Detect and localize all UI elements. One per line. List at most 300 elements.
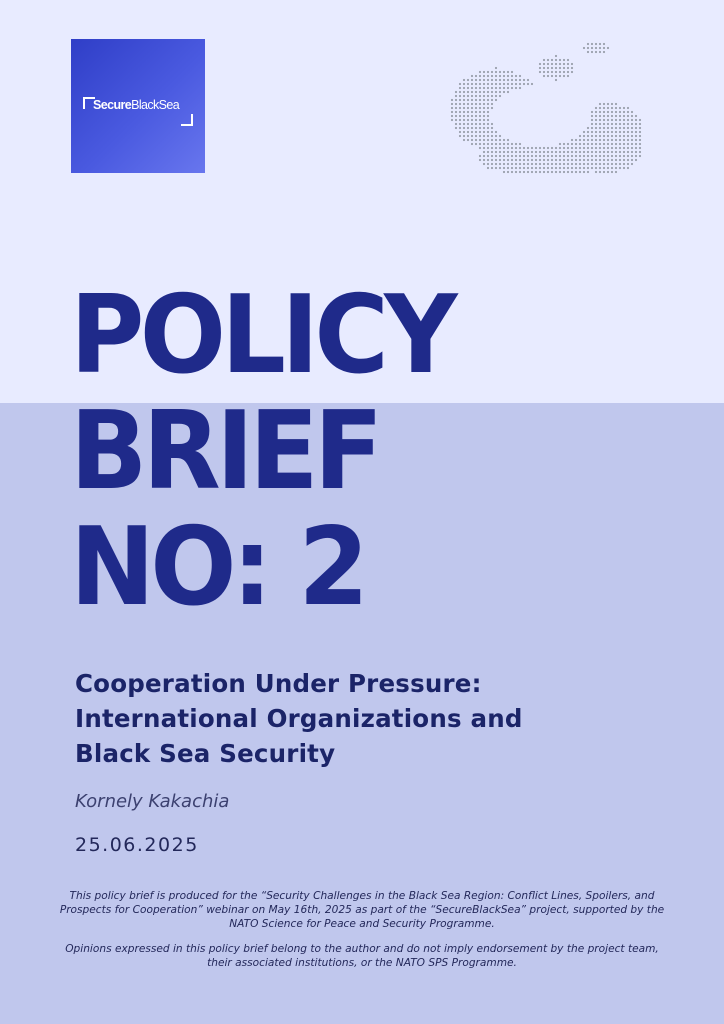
map-dot [455,99,457,101]
map-dot [451,107,453,109]
map-dot [639,131,641,133]
map-dot [491,91,493,93]
map-dot [607,103,609,105]
map-dot [595,51,597,53]
map-dot [463,139,465,141]
map-dot [599,135,601,137]
map-dot [567,163,569,165]
map-dot [567,59,569,61]
map-dot [467,91,469,93]
map-dot [487,71,489,73]
map-dot [491,87,493,89]
map-dot [623,115,625,117]
map-dot [483,155,485,157]
map-dot [639,119,641,121]
map-dot [527,155,529,157]
map-dot [599,155,601,157]
map-dot [475,83,477,85]
map-dot [603,51,605,53]
map-dot [467,95,469,97]
map-dot [539,159,541,161]
map-dot [475,139,477,141]
map-dot [487,163,489,165]
map-dot [595,127,597,129]
map-dot [487,99,489,101]
map-dot [587,151,589,153]
map-dot [575,139,577,141]
map-dot [499,71,501,73]
map-dot [615,127,617,129]
subtitle-line-1: Cooperation Under Pressure: [75,669,482,698]
map-dot [463,135,465,137]
map-dot [619,139,621,141]
map-dot [527,147,529,149]
map-dot [459,107,461,109]
map-dot [491,99,493,101]
map-dot [635,119,637,121]
map-dot [587,167,589,169]
map-dot [539,167,541,169]
map-dot [627,163,629,165]
map-dot [631,115,633,117]
map-dot [547,75,549,77]
map-dot [635,155,637,157]
map-dot [487,115,489,117]
map-dot [583,171,585,173]
map-dot [603,131,605,133]
map-dot [491,155,493,157]
map-dot [475,115,477,117]
map-dot [471,119,473,121]
map-dot [479,99,481,101]
map-dot [471,123,473,125]
map-dot [563,167,565,169]
map-dot [611,167,613,169]
map-dot [527,79,529,81]
map-dot [511,151,513,153]
map-dot [471,83,473,85]
map-dot [551,167,553,169]
map-dot [583,167,585,169]
map-dot [595,163,597,165]
map-dot [463,87,465,89]
map-dot [499,95,501,97]
map-dot [475,79,477,81]
map-dot [487,119,489,121]
map-dot [559,67,561,69]
map-dot [495,79,497,81]
map-dot [467,119,469,121]
map-dot [579,135,581,137]
map-dot [515,83,517,85]
map-dot [491,159,493,161]
map-dot [543,163,545,165]
map-dot [595,147,597,149]
map-dot [591,111,593,113]
map-dot [603,119,605,121]
map-dot [555,167,557,169]
map-dot [467,111,469,113]
map-dot [607,143,609,145]
map-dot [511,167,513,169]
map-dot [607,151,609,153]
map-dot [491,139,493,141]
map-dot [595,111,597,113]
map-dot [603,115,605,117]
map-dot [607,147,609,149]
map-dot [479,139,481,141]
map-dot [507,163,509,165]
map-dot [615,147,617,149]
map-dot [583,139,585,141]
map-dot [607,115,609,117]
map-dot [607,139,609,141]
map-dot [471,95,473,97]
map-dot [467,127,469,129]
map-dot [587,51,589,53]
map-dot [479,87,481,89]
map-dot [503,151,505,153]
map-dot [639,127,641,129]
map-dot [615,155,617,157]
map-dot [547,167,549,169]
map-dot [459,87,461,89]
map-dot [639,143,641,145]
map-dot [559,155,561,157]
map-dot [631,135,633,137]
map-dot [599,111,601,113]
map-dot [579,143,581,145]
map-dot [559,159,561,161]
map-dot [555,151,557,153]
map-dot [627,111,629,113]
map-dot [567,147,569,149]
map-dot [491,131,493,133]
map-dot [515,155,517,157]
map-dot [491,123,493,125]
map-dot [523,83,525,85]
map-dot [507,143,509,145]
map-dot [487,123,489,125]
map-dot [563,147,565,149]
map-dot [591,155,593,157]
subtitle-line-2: International Organizations and [75,704,523,733]
map-dot [579,167,581,169]
map-dot [591,163,593,165]
map-dot [599,119,601,121]
map-dot [515,143,517,145]
map-dot [547,163,549,165]
map-dot [499,135,501,137]
map-dot [611,115,613,117]
map-dot [479,91,481,93]
map-dot [623,123,625,125]
map-dot [495,99,497,101]
map-dot [487,107,489,109]
map-dot [507,155,509,157]
map-dot [615,167,617,169]
map-dot [615,171,617,173]
map-dot [495,131,497,133]
map-dot [459,99,461,101]
map-dot [607,119,609,121]
map-dot [631,163,633,165]
map-dot [455,95,457,97]
map-dot [495,67,497,69]
map-dot [483,127,485,129]
map-dot [471,103,473,105]
map-dot [543,71,545,73]
map-dot [599,43,601,45]
map-dot [499,139,501,141]
map-dot [611,127,613,129]
map-dot [479,131,481,133]
map-dot [543,171,545,173]
map-dot [463,83,465,85]
map-dot [523,167,525,169]
map-dot [599,171,601,173]
map-dot [491,167,493,169]
map-dot [499,143,501,145]
publication-date: 25.06.2025 [75,834,199,856]
map-dot [627,147,629,149]
map-dot [635,131,637,133]
map-dot [563,171,565,173]
map-dot [487,83,489,85]
map-dot [471,79,473,81]
map-dot [479,127,481,129]
map-dot [587,139,589,141]
map-dot [483,103,485,105]
map-dot [619,131,621,133]
map-dot [459,115,461,117]
map-dot [615,107,617,109]
map-dot [555,163,557,165]
map-dot [603,107,605,109]
map-dot [599,139,601,141]
map-dot [611,131,613,133]
map-dot [611,111,613,113]
map-dot [491,75,493,77]
map-dot [551,151,553,153]
map-dot [595,171,597,173]
map-dot [631,143,633,145]
map-dot [599,47,601,49]
map-dot [563,67,565,69]
map-dot [483,87,485,89]
map-dot [615,123,617,125]
map-dot [491,107,493,109]
map-dot [455,119,457,121]
map-dot [511,79,513,81]
map-dot [559,63,561,65]
map-dot [631,155,633,157]
map-dot [543,67,545,69]
map-dot [595,119,597,121]
map-dot [495,147,497,149]
map-dot [575,163,577,165]
map-dot [495,83,497,85]
map-dot [559,143,561,145]
map-dot [631,127,633,129]
map-dot [479,119,481,121]
map-dot [607,127,609,129]
map-dot [603,143,605,145]
map-dot [627,139,629,141]
map-dot [547,71,549,73]
map-dot [479,155,481,157]
map-dot [491,163,493,165]
map-dot [527,159,529,161]
map-dot [627,167,629,169]
map-dot [479,147,481,149]
map-dot [555,147,557,149]
map-dot [455,103,457,105]
map-dot [635,123,637,125]
map-dot [575,171,577,173]
map-dot [511,147,513,149]
map-dot [639,139,641,141]
map-dot [611,147,613,149]
map-dot [615,115,617,117]
map-dot [495,95,497,97]
map-dot [631,111,633,113]
map-dot [479,75,481,77]
map-dot [587,135,589,137]
map-dot [567,151,569,153]
logo-text-rest: BlackSea [131,98,180,112]
map-dot [527,171,529,173]
map-dot [543,59,545,61]
map-dot [555,63,557,65]
map-dot [479,135,481,137]
map-dot [627,119,629,121]
map-dot [555,79,557,81]
map-dot [503,167,505,169]
map-dot [455,111,457,113]
map-dot [571,143,573,145]
map-dot [591,151,593,153]
map-dot [547,63,549,65]
map-dot [503,87,505,89]
map-dot [515,75,517,77]
map-dot [463,79,465,81]
map-dot [463,91,465,93]
map-dot [519,79,521,81]
map-dot [467,139,469,141]
map-dot [639,147,641,149]
map-dot [611,107,613,109]
map-dot [499,87,501,89]
map-dot [587,143,589,145]
map-dot [583,143,585,145]
map-dot [591,147,593,149]
map-dot [451,103,453,105]
map-dot [475,99,477,101]
map-dot [523,151,525,153]
map-dot [483,75,485,77]
map-dot [463,111,465,113]
map-dot [531,147,533,149]
map-dot [611,163,613,165]
map-dot [507,147,509,149]
map-dot [491,135,493,137]
map-dot [491,103,493,105]
map-dot [519,143,521,145]
map-dot [571,171,573,173]
map-dot [507,87,509,89]
map-dot [619,111,621,113]
map-dot [479,79,481,81]
map-dot [607,155,609,157]
map-dot [495,135,497,137]
map-dot [515,171,517,173]
map-dot [575,167,577,169]
map-dot [475,75,477,77]
map-dot [475,103,477,105]
map-dot [531,167,533,169]
map-dot [543,75,545,77]
map-dot [483,107,485,109]
map-dot [619,155,621,157]
map-dot [483,111,485,113]
map-dot [527,163,529,165]
map-dot [623,139,625,141]
map-dot [523,155,525,157]
map-dot [583,135,585,137]
map-dot [591,135,593,137]
map-dot [591,159,593,161]
map-dot [483,95,485,97]
map-dot [487,131,489,133]
map-dot [591,115,593,117]
map-dot [455,91,457,93]
map-dot [627,135,629,137]
map-dot [607,159,609,161]
map-dot [563,143,565,145]
map-dot [539,71,541,73]
map-dot [467,99,469,101]
map-dot [567,63,569,65]
map-dot [591,123,593,125]
map-dot [451,99,453,101]
map-dot [487,151,489,153]
map-dot [619,163,621,165]
map-dot [487,139,489,141]
map-dot [515,87,517,89]
map-dot [607,167,609,169]
map-dot [551,171,553,173]
map-dot [559,163,561,165]
document-subtitle [75,666,675,771]
map-dot [555,59,557,61]
map-dot [619,119,621,121]
map-dot [507,151,509,153]
map-dot [567,155,569,157]
map-dot [491,71,493,73]
map-dot [507,139,509,141]
map-dot [571,155,573,157]
map-dot [463,131,465,133]
map-dot [483,83,485,85]
map-dot [519,171,521,173]
map-dot [627,155,629,157]
map-dot [491,83,493,85]
map-dot [487,147,489,149]
map-dot [595,151,597,153]
map-dot [619,159,621,161]
map-dot [635,143,637,145]
